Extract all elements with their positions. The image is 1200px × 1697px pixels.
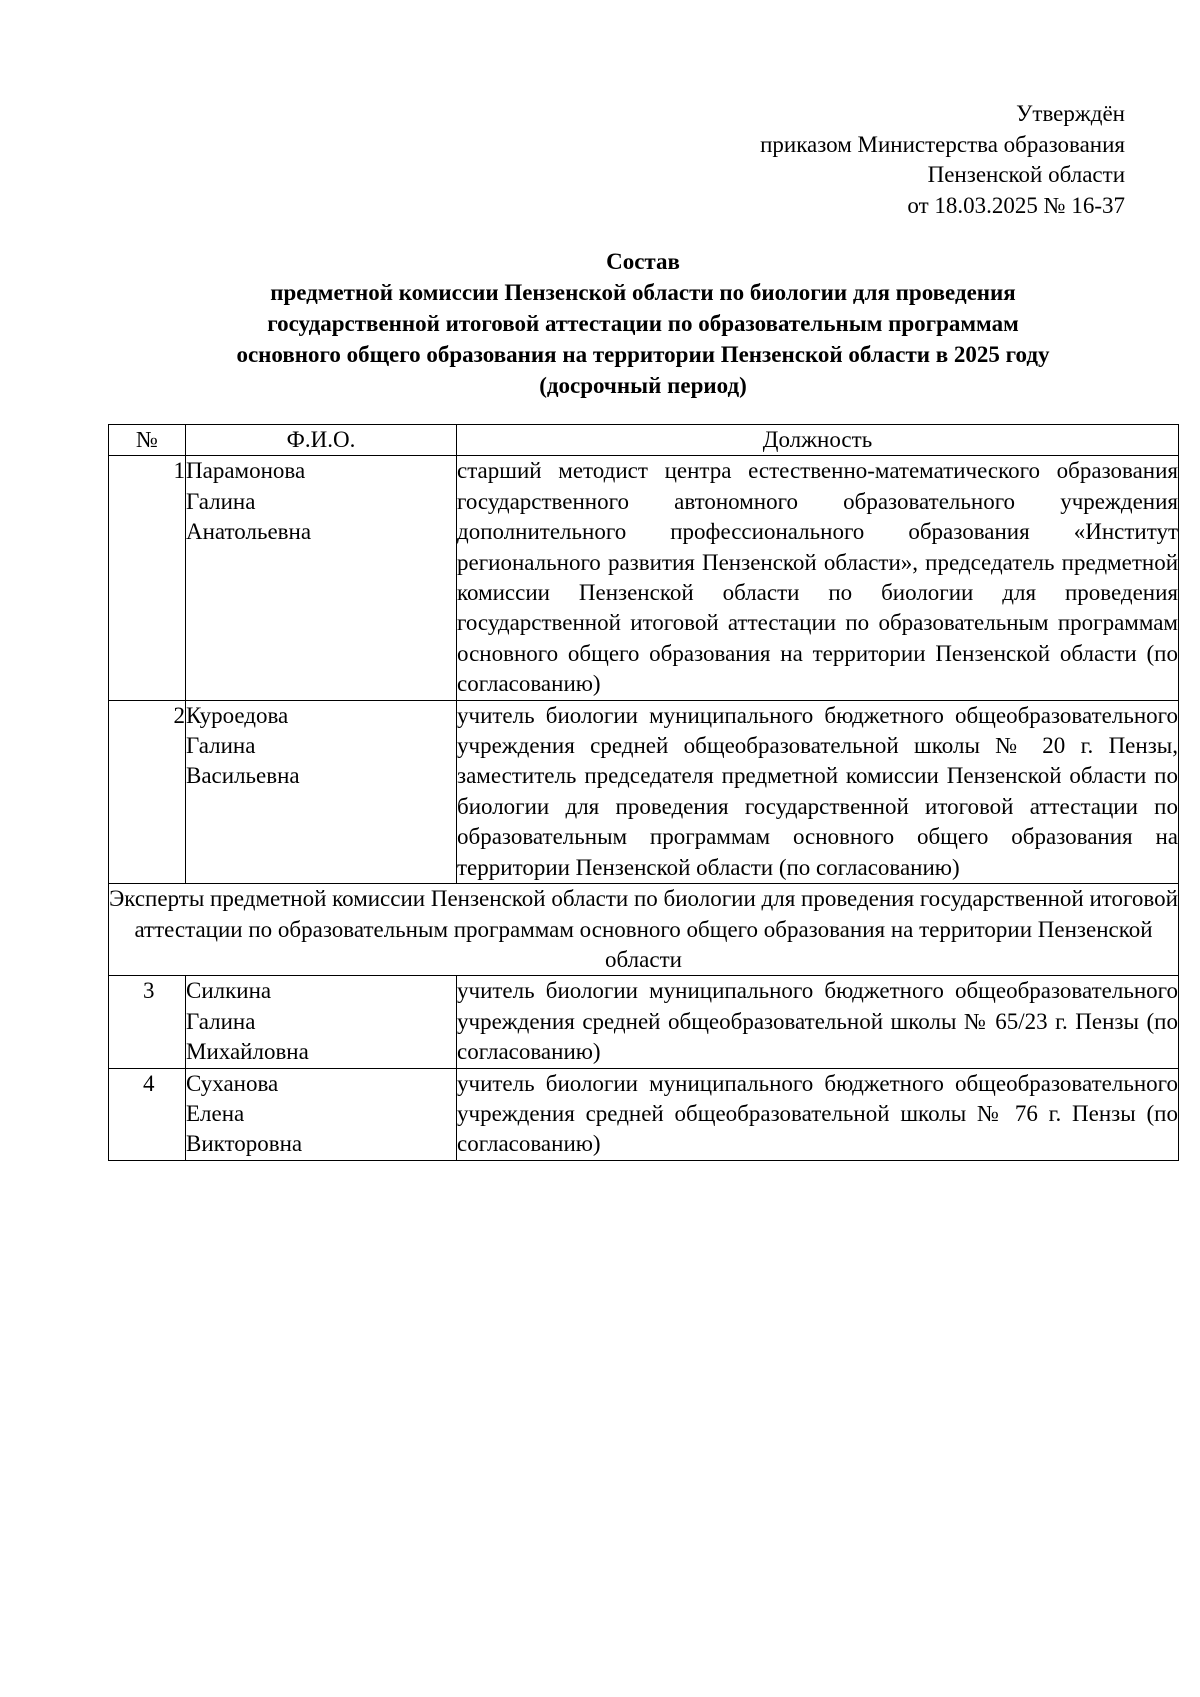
title-line: Состав: [606, 249, 680, 274]
commission-table: [108, 424, 1179, 1161]
table-header-row: [109, 425, 1179, 456]
header-name: Ф.И.О.: [186, 425, 457, 456]
row-name: [186, 1068, 457, 1160]
row-name: [186, 976, 457, 1068]
table-row: [109, 1068, 1179, 1160]
row-position: старший методист центра естественно-математического образования государственного автономного образовательного учреждения дополнительного профессионального образования «Институт регионального развития Пензенской области», председатель предметной комиссии Пензенской области по биологии для проведения государственной итоговой аттестации по образовательным программам основного общего образования на территории Пензенской области (по согласованию): [457, 456, 1179, 700]
first-name: Елена: [186, 1100, 245, 1126]
row-position: учитель биологии муниципального бюджетного общеобразовательного учреждения средней общеобразовательной школы № 20 г. Пензы, заместитель председателя предметной комиссии Пензенской области по биологии для проведения государственной итоговой аттестации по образовательным программам основного общего образования на территории Пензенской области (по согласованию): [457, 700, 1179, 883]
approval-line: Утверждён: [1016, 101, 1125, 126]
document-title: [108, 246, 1178, 401]
title-line: основного общего образования на территории Пензенской области в 2025 году: [236, 342, 1050, 367]
header-position: Должность: [457, 425, 1179, 456]
patronymic: Васильевна: [186, 763, 300, 789]
row-name: [186, 456, 457, 700]
surname: Силкина: [186, 978, 272, 1004]
title-line: государственной итоговой аттестации по образовательным программам: [267, 311, 1019, 336]
row-name: [186, 700, 457, 883]
approval-line: приказом Министерства образования: [760, 131, 1125, 157]
table-row: [109, 456, 1179, 700]
row-num: 2: [109, 700, 186, 883]
row-num: 3: [109, 976, 186, 1068]
table-row: [109, 700, 1179, 883]
approval-stamp: [605, 99, 1125, 221]
patronymic: Анатольевна: [186, 519, 312, 545]
approval-line: Пензенской области: [927, 162, 1125, 187]
first-name: Галина: [186, 488, 256, 514]
row-position: учитель биологии муниципального бюджетного общеобразовательного учреждения средней общеобразовательной школы № 76 г. Пензы (по согласованию): [457, 1068, 1179, 1160]
first-name: Галина: [186, 1008, 256, 1034]
patronymic: Викторовна: [186, 1131, 303, 1157]
section-row: [109, 884, 1179, 976]
patronymic: Михайловна: [186, 1039, 309, 1065]
surname: Суханова: [186, 1070, 279, 1096]
row-num: 4: [109, 1068, 186, 1160]
first-name: Галина: [186, 733, 256, 759]
surname: Парамонова: [186, 458, 306, 484]
table-row: [109, 976, 1179, 1068]
title-line: предметной комиссии Пензенской области по биологии для проведения: [270, 280, 1016, 305]
row-num: 1: [109, 456, 186, 700]
experts-section-heading: Эксперты предметной комиссии Пензенской области по биологии для проведения государственной итоговой аттестации по образовательным программам основного общего образования на территории Пензенской области: [109, 884, 1179, 976]
title-line: (досрочный период): [539, 373, 747, 398]
header-num: №: [109, 425, 186, 456]
surname: Куроедова: [186, 702, 289, 728]
approval-date: от 18.03.2025 № 16-37: [907, 192, 1125, 218]
row-position: учитель биологии муниципального бюджетного общеобразовательного учреждения средней общеобразовательной школы № 65/23 г. Пензы (по согласованию): [457, 976, 1179, 1068]
